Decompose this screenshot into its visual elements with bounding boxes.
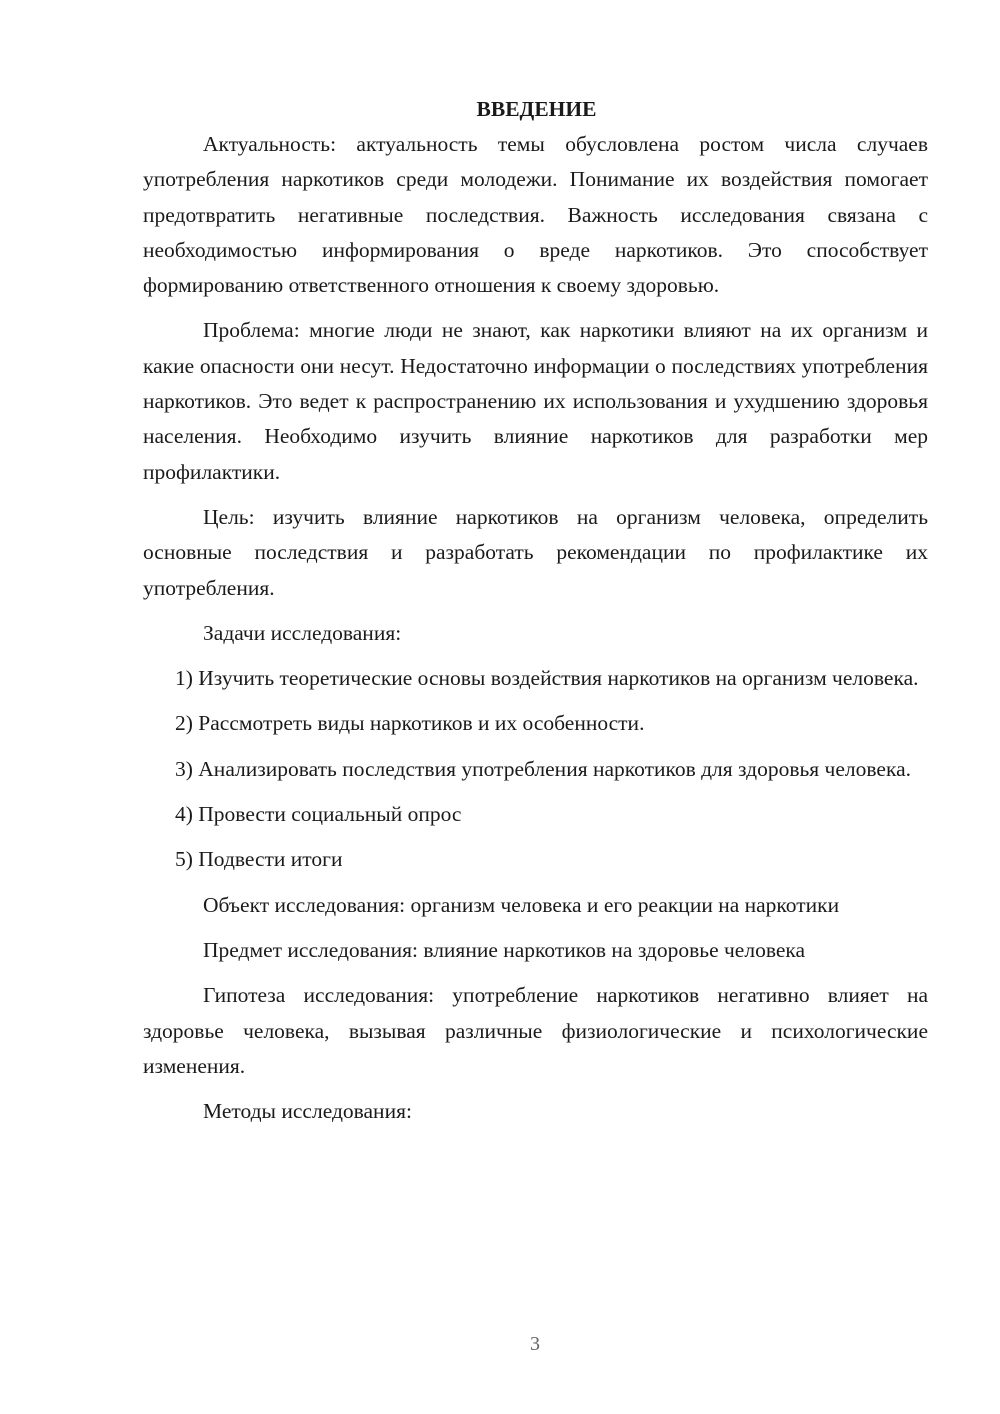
object-paragraph: Объект исследования: организм человека и его реакции на наркотики (203, 892, 840, 917)
task-item-1: 1) Изучить теоретические основы воздействия наркотиков на организм человека. (175, 666, 919, 691)
goal-paragraph: Цель: изучить влияние наркотиков на организм человека, определить основные последствия и разработать рекомендации по профилактике их употребления. (143, 504, 928, 600)
page-title: ВВЕДЕНИЕ (476, 97, 597, 121)
methods-heading: Методы исследования: (203, 1099, 412, 1124)
subject-paragraph: Предмет исследования: влияние наркотиков на здоровье человека (203, 937, 806, 962)
hypothesis-paragraph: Гипотеза исследования: употребление наркотиков негативно влияет на здоровье человека, вызывая различные физиологические и психологические изменения. (143, 983, 928, 1078)
relevance-paragraph: Актуальность: актуальность темы обусловлена ростом числа случаев употребления наркотиков среди молодежи. Понимание их воздействия помогает предотвратить негативные последствия. Важность исследования связана с необходимостью информирования о вреде наркотиков. Это способствует формированию ответственного отношения к своему здоровью. (143, 132, 928, 298)
problem-paragraph: Проблема: многие люди не знают, как наркотики влияют на их организм и какие опасности они несут. Недостаточно информации о последствиях употребления наркотиков. Это ведет к распространению их использования и ухудшению здоровья населения. Необходимо изучить влияние наркотиков для разработки мер профилактики. (143, 318, 928, 484)
page-number: 3 (530, 1333, 540, 1355)
task-item-2: 2) Рассмотреть виды наркотиков и их особенности. (175, 711, 645, 736)
task-item-3: 3) Анализировать последствия употребления наркотиков для здоровья человека. (175, 756, 911, 781)
task-item-5: 5) Подвести итоги (175, 847, 343, 872)
tasks-heading: Задачи исследования: (203, 620, 402, 645)
task-item-4: 4) Провести социальный опрос (175, 802, 462, 827)
document-page (143, 92, 928, 1139)
